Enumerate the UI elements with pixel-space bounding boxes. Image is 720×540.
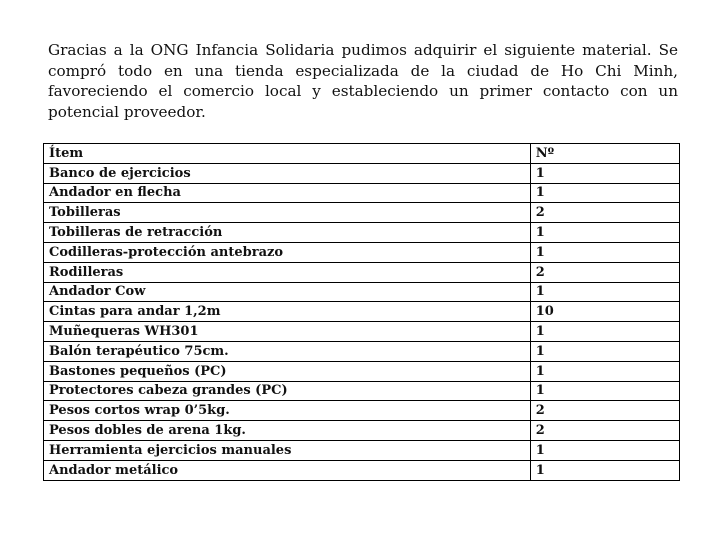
- materials-table: [43, 143, 680, 481]
- number-cell: 2: [530, 401, 679, 421]
- item-cell: Herramienta ejercicios manuales: [44, 440, 531, 460]
- item-cell: Andador Cow: [44, 282, 531, 302]
- number-cell: 2: [530, 262, 679, 282]
- table-row: [44, 460, 680, 480]
- table-row: [44, 163, 680, 183]
- table-row: [44, 262, 680, 282]
- table-header-row: [44, 144, 680, 164]
- number-cell: 1: [530, 440, 679, 460]
- item-cell: Tobilleras: [44, 203, 531, 223]
- table-row: [44, 440, 680, 460]
- table-row: [44, 341, 680, 361]
- header-item: Ítem: [44, 144, 531, 164]
- table-row: [44, 302, 680, 322]
- number-cell: 10: [530, 302, 679, 322]
- header-number: Nº: [530, 144, 679, 164]
- number-cell: 1: [530, 322, 679, 342]
- number-cell: 1: [530, 223, 679, 243]
- number-cell: 1: [530, 460, 679, 480]
- item-cell: Rodilleras: [44, 262, 531, 282]
- table-row: [44, 401, 680, 421]
- table-row: [44, 322, 680, 342]
- item-cell: Tobilleras de retracción: [44, 223, 531, 243]
- item-cell: Banco de ejercicios: [44, 163, 531, 183]
- table-row: [44, 183, 680, 203]
- number-cell: 2: [530, 203, 679, 223]
- number-cell: 1: [530, 163, 679, 183]
- item-cell: Codilleras-protección antebrazo: [44, 242, 531, 262]
- table-row: [44, 242, 680, 262]
- table-row: [44, 361, 680, 381]
- item-cell: Protectores cabeza grandes (PC): [44, 381, 531, 401]
- intro-paragraph: Gracias a la ONG Infancia Solidaria pudimos adquirir el siguiente material. Se compró todo en una tienda especializada de la ciudad de Ho Chi Minh, favoreciendo el comercio local y estableciendo un primer contacto con un potencial proveedor.: [48, 41, 678, 121]
- number-cell: 1: [530, 381, 679, 401]
- item-cell: Balón terapéutico 75cm.: [44, 341, 531, 361]
- table-row: [44, 223, 680, 243]
- item-cell: Pesos dobles de arena 1kg.: [44, 421, 531, 441]
- table-row: [44, 381, 680, 401]
- item-cell: Pesos cortos wrap 0’5kg.: [44, 401, 531, 421]
- item-cell: Muñequeras WH301: [44, 322, 531, 342]
- table-row: [44, 421, 680, 441]
- table-row: [44, 203, 680, 223]
- item-cell: Andador en flecha: [44, 183, 531, 203]
- table-row: [44, 282, 680, 302]
- item-cell: Cintas para andar 1,2m: [44, 302, 531, 322]
- item-cell: Bastones pequeños (PC): [44, 361, 531, 381]
- number-cell: 1: [530, 242, 679, 262]
- item-cell: Andador metálico: [44, 460, 531, 480]
- number-cell: 1: [530, 341, 679, 361]
- number-cell: 1: [530, 361, 679, 381]
- number-cell: 1: [530, 183, 679, 203]
- number-cell: 1: [530, 282, 679, 302]
- number-cell: 2: [530, 421, 679, 441]
